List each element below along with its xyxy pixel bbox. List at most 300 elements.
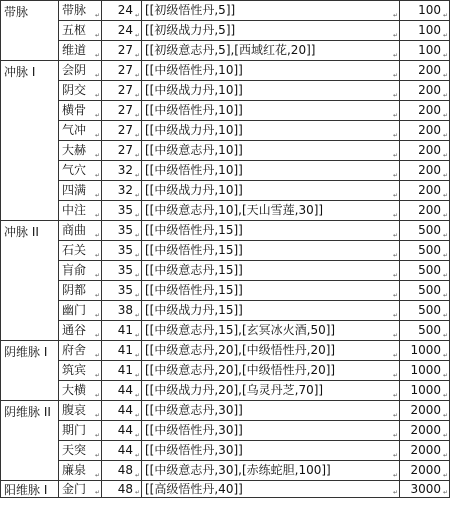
cost-cell-text: 100 (418, 43, 441, 57)
acupoint-cell-text: 肓俞 (62, 263, 87, 277)
level-cell (102, 141, 142, 161)
paragraph-mark-icon: ↵ (134, 52, 140, 59)
level-cell (102, 41, 142, 61)
acupoint-cell (59, 481, 102, 498)
requirement-cell (142, 1, 400, 21)
paragraph-mark-icon: ↵ (392, 132, 398, 139)
requirement-cell (142, 441, 400, 461)
cost-cell (400, 301, 450, 321)
paragraph-mark-icon: ↵ (94, 132, 100, 139)
acupoint-cell (59, 1, 102, 21)
acupoint-cell (59, 141, 102, 161)
paragraph-mark-icon: ↵ (392, 32, 398, 39)
acupoint-cell (59, 421, 102, 441)
level-cell-text: 44 (117, 443, 133, 457)
cost-cell-text: 200 (418, 83, 441, 97)
cost-cell (400, 481, 450, 498)
paragraph-mark-icon: ↵ (134, 312, 140, 319)
paragraph-mark-icon: ↵ (134, 472, 140, 479)
level-cell-text: 35 (117, 203, 133, 217)
level-cell (102, 181, 142, 201)
level-cell-text: 27 (117, 63, 133, 77)
paragraph-mark-icon: ↵ (392, 152, 398, 159)
meridian-table-body (1, 1, 450, 498)
level-cell-text: 48 (117, 463, 133, 477)
level-cell-text: 44 (117, 403, 133, 417)
level-cell-text: 35 (117, 223, 133, 237)
paragraph-mark-icon: ↵ (134, 152, 140, 159)
cost-cell (400, 421, 450, 441)
acupoint-cell (59, 361, 102, 381)
acupoint-cell-text: 五枢 (62, 23, 87, 37)
cost-cell-text: 500 (418, 303, 441, 317)
paragraph-mark-icon: ↵ (94, 12, 100, 19)
requirement-cell (142, 161, 400, 181)
acupoint-cell (59, 121, 102, 141)
paragraph-mark-icon: ↵ (94, 52, 100, 59)
acupoint-cell (59, 81, 102, 101)
table-row (1, 381, 450, 401)
paragraph-mark-icon: ↵ (134, 32, 140, 39)
paragraph-mark-icon: ↵ (134, 72, 140, 79)
requirement-cell-text: [[中级意志丹,30]] (145, 403, 243, 417)
level-cell (102, 261, 142, 281)
paragraph-mark-icon: ↵ (134, 292, 140, 299)
level-cell-text: 32 (117, 163, 133, 177)
cost-cell (400, 321, 450, 341)
paragraph-mark-icon: ↵ (94, 232, 100, 239)
acupoint-cell-text: 维道 (62, 43, 87, 57)
paragraph-mark-icon: ↵ (94, 472, 100, 479)
cost-cell-text: 200 (418, 63, 441, 77)
paragraph-mark-icon: ↵ (442, 32, 448, 39)
paragraph-mark-icon: ↵ (134, 92, 140, 99)
cost-cell (400, 121, 450, 141)
acupoint-cell-text: 气冲 (62, 123, 87, 137)
requirement-cell-text: [[中级意志丹,10]] (145, 143, 243, 157)
requirement-cell (142, 321, 400, 341)
acupoint-cell-text: 筑宾 (62, 363, 87, 377)
level-cell (102, 401, 142, 421)
cost-cell-text: 200 (418, 123, 441, 137)
cost-cell-text: 200 (418, 103, 441, 117)
paragraph-mark-icon: ↵ (134, 172, 140, 179)
paragraph-mark-icon: ↵ (94, 489, 100, 496)
cost-cell (400, 41, 450, 61)
paragraph-mark-icon: ↵ (392, 489, 398, 496)
paragraph-mark-icon: ↵ (392, 292, 398, 299)
paragraph-mark-icon: ↵ (94, 152, 100, 159)
acupoint-cell (59, 401, 102, 421)
paragraph-mark-icon: ↵ (442, 372, 448, 379)
requirement-cell (142, 21, 400, 41)
cost-cell-text: 1000 (410, 343, 441, 357)
paragraph-mark-icon: ↵ (442, 132, 448, 139)
cost-cell-text: 500 (418, 243, 441, 257)
cost-cell-text: 100 (418, 23, 441, 37)
cost-cell-text: 2000 (410, 443, 441, 457)
acupoint-cell-text: 廉泉 (62, 463, 87, 477)
level-cell (102, 381, 142, 401)
level-cell (102, 81, 142, 101)
meridian-group-cell: 阳维脉 I (1, 481, 59, 498)
level-cell-text: 38 (117, 303, 133, 317)
acupoint-cell-text: 四满 (62, 183, 87, 197)
level-cell (102, 121, 142, 141)
cost-cell (400, 401, 450, 421)
requirement-cell (142, 401, 400, 421)
paragraph-mark-icon: ↵ (94, 372, 100, 379)
cost-cell-text: 3000 (410, 482, 441, 496)
acupoint-cell-text: 商曲 (62, 223, 87, 237)
acupoint-cell-text: 阴都 (62, 283, 87, 297)
table-row (1, 461, 450, 481)
paragraph-mark-icon: ↵ (94, 172, 100, 179)
paragraph-mark-icon: ↵ (94, 332, 100, 339)
paragraph-mark-icon: ↵ (134, 452, 140, 459)
table-row (1, 401, 450, 421)
requirement-cell (142, 201, 400, 221)
table-row (1, 321, 450, 341)
level-cell (102, 61, 142, 81)
paragraph-mark-icon: ↵ (94, 112, 100, 119)
level-cell (102, 461, 142, 481)
acupoint-cell (59, 181, 102, 201)
cost-cell-text: 500 (418, 263, 441, 277)
table-row (1, 281, 450, 301)
acupoint-cell-text: 大赫 (62, 143, 87, 157)
paragraph-mark-icon: ↵ (134, 12, 140, 19)
cost-cell-text: 200 (418, 143, 441, 157)
cost-cell-text: 500 (418, 323, 441, 337)
paragraph-mark-icon: ↵ (442, 12, 448, 19)
table-row (1, 481, 450, 498)
cost-cell (400, 161, 450, 181)
requirement-cell-text: [[初级悟性丹,5]] (145, 3, 236, 17)
requirement-cell-text: [[中级悟性丹,30]] (145, 423, 243, 437)
acupoint-cell-text: 府舍 (62, 343, 87, 357)
requirement-cell-text: [[中级悟性丹,15]] (145, 223, 243, 237)
acupoint-cell-text: 石关 (62, 243, 87, 257)
cost-cell-text: 200 (418, 203, 441, 217)
cost-cell-text: 2000 (410, 403, 441, 417)
requirement-cell-text: [[中级意志丹,15]] (145, 263, 243, 277)
acupoint-cell (59, 341, 102, 361)
table-row (1, 101, 450, 121)
paragraph-mark-icon: ↵ (134, 332, 140, 339)
requirement-cell-text: [[中级意志丹,20],[中级悟性丹,20]] (145, 363, 336, 377)
requirement-cell (142, 481, 400, 498)
paragraph-mark-icon: ↵ (94, 192, 100, 199)
cost-cell-text: 200 (418, 163, 441, 177)
cost-cell-text: 2000 (410, 423, 441, 437)
level-cell (102, 241, 142, 261)
requirement-cell-text: [[中级意志丹,30],[赤练蛇胆,100]] (145, 463, 331, 477)
cost-cell-text: 2000 (410, 463, 441, 477)
requirement-cell (142, 241, 400, 261)
acupoint-cell (59, 201, 102, 221)
acupoint-cell-text: 带脉 (62, 3, 87, 17)
requirement-cell-text: [[中级战力丹,10]] (145, 183, 243, 197)
level-cell (102, 361, 142, 381)
paragraph-mark-icon: ↵ (134, 132, 140, 139)
table-row (1, 41, 450, 61)
paragraph-mark-icon: ↵ (392, 452, 398, 459)
requirement-cell-text: [[中级悟性丹,15]] (145, 283, 243, 297)
paragraph-mark-icon: ↵ (392, 92, 398, 99)
acupoint-cell-text: 中注 (62, 203, 87, 217)
paragraph-mark-icon: ↵ (442, 52, 448, 59)
paragraph-mark-icon: ↵ (392, 372, 398, 379)
paragraph-mark-icon: ↵ (94, 312, 100, 319)
requirement-cell (142, 421, 400, 441)
table-row (1, 141, 450, 161)
paragraph-mark-icon: ↵ (442, 472, 448, 479)
cost-cell (400, 141, 450, 161)
acupoint-cell-text: 幽门 (62, 303, 87, 317)
paragraph-mark-icon: ↵ (442, 452, 448, 459)
meridian-group-cell: 冲脉 II (1, 221, 59, 341)
acupoint-cell-text: 期门 (62, 423, 87, 437)
requirement-cell (142, 341, 400, 361)
requirement-cell (142, 461, 400, 481)
paragraph-mark-icon: ↵ (392, 72, 398, 79)
paragraph-mark-icon: ↵ (134, 489, 140, 496)
paragraph-mark-icon: ↵ (392, 332, 398, 339)
paragraph-mark-icon: ↵ (442, 312, 448, 319)
meridian-group-cell: 阴维脉 I (1, 341, 59, 401)
level-cell-text: 41 (117, 343, 133, 357)
paragraph-mark-icon: ↵ (94, 72, 100, 79)
paragraph-mark-icon: ↵ (134, 112, 140, 119)
paragraph-mark-icon: ↵ (134, 392, 140, 399)
level-cell (102, 101, 142, 121)
table-row (1, 341, 450, 361)
requirement-cell-text: [[中级意志丹,15],[玄冥冰火酒,50]] (145, 323, 336, 337)
requirement-cell (142, 41, 400, 61)
cost-cell (400, 281, 450, 301)
requirement-cell (142, 261, 400, 281)
level-cell-text: 27 (117, 103, 133, 117)
paragraph-mark-icon: ↵ (392, 272, 398, 279)
paragraph-mark-icon: ↵ (94, 272, 100, 279)
requirement-cell-text: [[中级战力丹,10]] (145, 123, 243, 137)
paragraph-mark-icon: ↵ (392, 192, 398, 199)
acupoint-cell-text: 横骨 (62, 103, 87, 117)
level-cell-text: 27 (117, 123, 133, 137)
acupoint-cell-text: 会阴 (62, 63, 87, 77)
paragraph-mark-icon: ↵ (392, 52, 398, 59)
paragraph-mark-icon: ↵ (134, 272, 140, 279)
level-cell-text: 35 (117, 283, 133, 297)
requirement-cell (142, 121, 400, 141)
paragraph-mark-icon: ↵ (94, 352, 100, 359)
paragraph-mark-icon: ↵ (442, 432, 448, 439)
level-cell-text: 24 (117, 3, 133, 17)
table-row (1, 301, 450, 321)
paragraph-mark-icon: ↵ (442, 252, 448, 259)
cost-cell-text: 100 (418, 3, 441, 17)
acupoint-cell (59, 321, 102, 341)
level-cell (102, 221, 142, 241)
acupoint-cell (59, 61, 102, 81)
paragraph-mark-icon: ↵ (442, 72, 448, 79)
level-cell (102, 201, 142, 221)
paragraph-mark-icon: ↵ (442, 92, 448, 99)
paragraph-mark-icon: ↵ (94, 32, 100, 39)
acupoint-cell (59, 381, 102, 401)
cost-cell-text: 1000 (410, 383, 441, 397)
acupoint-cell (59, 161, 102, 181)
cost-cell (400, 361, 450, 381)
requirement-cell-text: [[中级战力丹,15]] (145, 303, 243, 317)
requirement-cell-text: [[中级意志丹,20],[中级悟性丹,20]] (145, 343, 336, 357)
requirement-cell (142, 181, 400, 201)
level-cell (102, 1, 142, 21)
table-row (1, 261, 450, 281)
paragraph-mark-icon: ↵ (392, 392, 398, 399)
requirement-cell-text: [[中级悟性丹,30]] (145, 443, 243, 457)
table-row (1, 161, 450, 181)
requirement-cell-text: [[高级悟性丹,40]] (145, 482, 243, 496)
paragraph-mark-icon: ↵ (442, 112, 448, 119)
level-cell-text: 35 (117, 243, 133, 257)
acupoint-cell (59, 301, 102, 321)
paragraph-mark-icon: ↵ (442, 489, 448, 496)
acupoint-cell (59, 281, 102, 301)
requirement-cell (142, 221, 400, 241)
requirement-cell-text: [[中级战力丹,20],[乌灵丹芝,70]] (145, 383, 324, 397)
table-row (1, 201, 450, 221)
paragraph-mark-icon: ↵ (392, 252, 398, 259)
requirement-cell (142, 301, 400, 321)
level-cell (102, 301, 142, 321)
paragraph-mark-icon: ↵ (392, 112, 398, 119)
cost-cell-text: 1000 (410, 363, 441, 377)
table-row (1, 181, 450, 201)
acupoint-cell-text: 金门 (62, 482, 87, 496)
acupoint-cell (59, 101, 102, 121)
acupoint-cell-text: 气穴 (62, 163, 87, 177)
paragraph-mark-icon: ↵ (94, 412, 100, 419)
acupoint-cell-text: 大横 (62, 383, 87, 397)
cost-cell-text: 200 (418, 183, 441, 197)
acupoint-cell (59, 21, 102, 41)
paragraph-mark-icon: ↵ (392, 412, 398, 419)
paragraph-mark-icon: ↵ (134, 372, 140, 379)
paragraph-mark-icon: ↵ (442, 332, 448, 339)
requirement-cell (142, 281, 400, 301)
level-cell-text: 27 (117, 43, 133, 57)
table-row (1, 241, 450, 261)
acupoint-cell-text: 通谷 (62, 323, 87, 337)
table-row (1, 421, 450, 441)
requirement-cell (142, 61, 400, 81)
table-row (1, 121, 450, 141)
level-cell (102, 341, 142, 361)
paragraph-mark-icon: ↵ (392, 432, 398, 439)
paragraph-mark-icon: ↵ (94, 452, 100, 459)
paragraph-mark-icon: ↵ (442, 152, 448, 159)
paragraph-mark-icon: ↵ (94, 92, 100, 99)
cost-cell (400, 81, 450, 101)
level-cell-text: 27 (117, 143, 133, 157)
table-row (1, 1, 450, 21)
requirement-cell-text: [[中级悟性丹,10]] (145, 63, 243, 77)
level-cell (102, 421, 142, 441)
level-cell-text: 27 (117, 83, 133, 97)
paragraph-mark-icon: ↵ (392, 212, 398, 219)
level-cell (102, 481, 142, 498)
acupoint-cell (59, 241, 102, 261)
level-cell (102, 21, 142, 41)
cost-cell (400, 181, 450, 201)
acupoint-cell-text: 腹哀 (62, 403, 87, 417)
requirement-cell (142, 101, 400, 121)
meridian-group-cell: 阴维脉 II (1, 401, 59, 481)
cost-cell (400, 21, 450, 41)
table-row (1, 61, 450, 81)
requirement-cell-text: [[中级战力丹,10]] (145, 83, 243, 97)
acupoint-cell (59, 41, 102, 61)
acupoint-cell (59, 461, 102, 481)
paragraph-mark-icon: ↵ (442, 172, 448, 179)
paragraph-mark-icon: ↵ (94, 392, 100, 399)
paragraph-mark-icon: ↵ (134, 252, 140, 259)
paragraph-mark-icon: ↵ (392, 312, 398, 319)
paragraph-mark-icon: ↵ (442, 192, 448, 199)
meridian-group-cell: 冲脉 I (1, 61, 59, 221)
paragraph-mark-icon: ↵ (442, 272, 448, 279)
cost-cell (400, 381, 450, 401)
cost-cell (400, 241, 450, 261)
requirement-cell-text: [[中级悟性丹,10]] (145, 163, 243, 177)
cost-cell-text: 500 (418, 283, 441, 297)
cost-cell (400, 461, 450, 481)
paragraph-mark-icon: ↵ (442, 412, 448, 419)
meridian-group-cell: 带脉 (1, 1, 59, 61)
acupoint-cell-text: 阴交 (62, 83, 87, 97)
paragraph-mark-icon: ↵ (392, 12, 398, 19)
paragraph-mark-icon: ↵ (442, 392, 448, 399)
table-row (1, 441, 450, 461)
paragraph-mark-icon: ↵ (94, 212, 100, 219)
cost-cell (400, 1, 450, 21)
level-cell-text: 41 (117, 363, 133, 377)
requirement-cell-text: [[中级悟性丹,15]] (145, 243, 243, 257)
paragraph-mark-icon: ↵ (392, 232, 398, 239)
paragraph-mark-icon: ↵ (134, 212, 140, 219)
paragraph-mark-icon: ↵ (94, 292, 100, 299)
level-cell (102, 281, 142, 301)
paragraph-mark-icon: ↵ (134, 432, 140, 439)
acupoint-cell (59, 261, 102, 281)
requirement-cell-text: [[中级意志丹,10],[天山雪莲,30]] (145, 203, 324, 217)
level-cell-text: 44 (117, 423, 133, 437)
level-cell (102, 321, 142, 341)
table-row (1, 361, 450, 381)
requirement-cell-text: [[初级战力丹,5]] (145, 23, 236, 37)
requirement-cell (142, 141, 400, 161)
cost-cell (400, 441, 450, 461)
paragraph-mark-icon: ↵ (134, 232, 140, 239)
paragraph-mark-icon: ↵ (442, 292, 448, 299)
cost-cell (400, 221, 450, 241)
cost-cell-text: 500 (418, 223, 441, 237)
requirement-cell-text: [[初级意志丹,5],[西域红花,20]] (145, 43, 316, 57)
requirement-cell-text: [[中级悟性丹,10]] (145, 103, 243, 117)
paragraph-mark-icon: ↵ (442, 212, 448, 219)
